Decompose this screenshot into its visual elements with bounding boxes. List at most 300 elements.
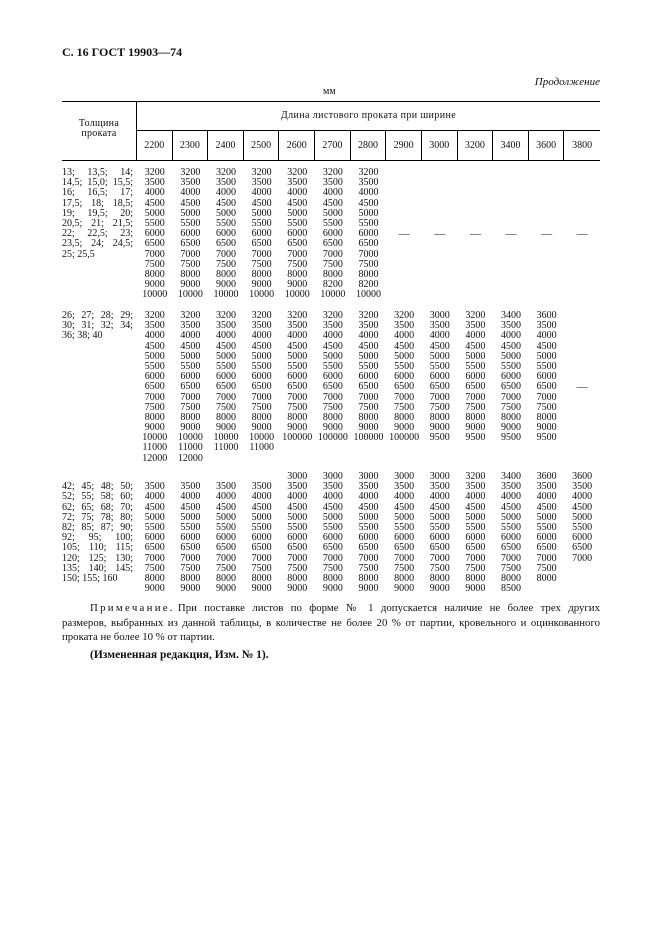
length-value: 4500: [322, 340, 343, 352]
length-column: [208, 168, 244, 300]
length-value: 4500: [216, 340, 237, 352]
length-value: 7000: [180, 391, 201, 403]
length-value: 8000: [358, 572, 379, 584]
length-value: 6000: [180, 532, 201, 544]
length-value: 8000: [216, 572, 237, 584]
length-value: 6000: [251, 371, 272, 383]
length-value: 5000: [287, 207, 308, 219]
length-value: 3200: [180, 167, 201, 178]
thickness-line: 16; 16,5; 17;: [62, 187, 133, 199]
length-column: [422, 168, 458, 300]
length-value: 4000: [180, 330, 201, 342]
length-value: 5500: [394, 521, 415, 533]
length-value: 4500: [251, 197, 272, 209]
length-column: [493, 472, 529, 594]
length-column: [173, 168, 209, 300]
table-header: [62, 101, 600, 161]
length-value: 8000: [358, 411, 379, 423]
length-value: 5000: [429, 350, 450, 362]
length-column: [315, 311, 351, 464]
length-column: [564, 168, 600, 300]
thickness-line: 120; 125; 130;: [62, 552, 133, 564]
length-value: 5500: [500, 360, 521, 372]
length-value: 3500: [358, 481, 379, 493]
length-header: Длина листового проката при ширине: [137, 102, 600, 131]
width-header-cell: 2900: [386, 131, 422, 160]
length-value: 5000: [500, 511, 521, 523]
length-value: 4500: [429, 340, 450, 352]
length-value: 6500: [394, 542, 415, 554]
length-value: 4000: [358, 330, 379, 342]
unit-label: мм: [323, 86, 336, 97]
length-value: 9000: [144, 279, 165, 291]
no-value-dash: —: [434, 228, 446, 241]
length-value: 5500: [144, 521, 165, 533]
length-value: 9500: [500, 432, 521, 444]
length-value: 6000: [572, 532, 593, 544]
length-column: [458, 311, 494, 464]
length-value: 5000: [180, 350, 201, 362]
length-value: 5000: [394, 350, 415, 362]
length-value: 8000: [465, 411, 486, 423]
no-value-dash: —: [469, 228, 481, 241]
length-value: 6500: [144, 381, 165, 393]
length-value: 6000: [322, 228, 343, 240]
width-header-cell: 2400: [208, 131, 244, 160]
length-value: 6500: [251, 238, 272, 250]
length-value: 4000: [144, 187, 165, 199]
length-value: 9000: [144, 422, 165, 434]
length-value: 3500: [429, 481, 450, 493]
length-value: 4000: [358, 187, 379, 199]
length-value: 9000: [180, 583, 201, 595]
length-value: 3200: [216, 167, 237, 178]
length-value: 6500: [287, 381, 308, 393]
length-column: [529, 472, 565, 594]
length-value: 3500: [322, 481, 343, 493]
length-value: 5500: [322, 217, 343, 229]
length-value: 6000: [465, 532, 486, 544]
length-column: [315, 472, 351, 594]
width-header-cell: 3200: [458, 131, 494, 160]
length-value: 4500: [287, 197, 308, 209]
length-value: 4500: [216, 197, 237, 209]
length-value: 3200: [144, 310, 165, 321]
length-value: 5000: [358, 511, 379, 523]
length-value: 9000: [251, 583, 272, 595]
length-value: 3200: [358, 310, 379, 321]
length-value: 3500: [358, 320, 379, 332]
length-value: 4500: [429, 501, 450, 513]
length-value: 5500: [216, 217, 237, 229]
length-column: [493, 311, 529, 464]
length-value: 7000: [358, 248, 379, 260]
length-value: 7000: [500, 391, 521, 403]
length-value: 9500: [536, 432, 557, 444]
length-value: 4000: [500, 491, 521, 503]
length-column: [458, 168, 494, 300]
length-value: 6000: [251, 228, 272, 240]
length-value: 7500: [180, 258, 201, 270]
width-header-cell: 3600: [529, 131, 565, 160]
length-value: 4000: [216, 491, 237, 503]
length-value: 7500: [287, 401, 308, 413]
length-value: 4500: [322, 501, 343, 513]
length-value: 6500: [500, 381, 521, 393]
length-value: 7500: [322, 258, 343, 270]
length-value: 4000: [322, 491, 343, 503]
length-value: 7000: [358, 552, 379, 564]
length-value: 5000: [429, 511, 450, 523]
thickness-line: 135; 140; 145;: [62, 562, 133, 574]
length-value: 7500: [180, 401, 201, 413]
length-value: 8000: [322, 411, 343, 423]
length-value: 5500: [216, 521, 237, 533]
length-value: 8000: [429, 411, 450, 423]
length-value: 6000: [536, 371, 557, 383]
length-column: [208, 311, 244, 464]
length-value: 5000: [322, 511, 343, 523]
length-value: 4500: [394, 501, 415, 513]
length-value: 4500: [287, 340, 308, 352]
length-value: 4500: [216, 501, 237, 513]
length-value: 6000: [144, 532, 165, 544]
length-value: 7500: [144, 258, 165, 270]
length-value: 7000: [358, 391, 379, 403]
length-value: 5000: [216, 207, 237, 219]
length-value: 7500: [322, 562, 343, 574]
length-value: 7000: [216, 552, 237, 564]
length-value: 7500: [536, 401, 557, 413]
width-header-cell: 2300: [173, 131, 209, 160]
length-value: 7500: [216, 562, 237, 574]
length-value: 7500: [216, 401, 237, 413]
length-value: 4000: [429, 330, 450, 342]
width-header-cell: 2600: [279, 131, 315, 160]
length-value: 6000: [251, 532, 272, 544]
length-value: 3200: [465, 310, 486, 321]
thickness-line: 13; 13,5; 14;: [62, 167, 133, 178]
length-value: 5500: [429, 521, 450, 533]
length-value: 8000: [465, 572, 486, 584]
length-value: 5000: [358, 350, 379, 362]
length-value: 8000: [251, 572, 272, 584]
length-column: [244, 168, 280, 300]
length-value: 8000: [180, 411, 201, 423]
note-line: размеров, выбранных из данной таблицы, в количестве не более 20 % от партии, кровельного и оцинкованного: [62, 616, 600, 629]
length-column: [137, 168, 173, 300]
length-value: 3200: [144, 167, 165, 178]
length-value: 6000: [500, 532, 521, 544]
length-value: 5000: [465, 350, 486, 362]
length-value: 5500: [287, 217, 308, 229]
length-value: 6000: [287, 228, 308, 240]
length-value: 10000: [142, 432, 168, 444]
length-value: 4500: [358, 197, 379, 209]
length-value: 3500: [322, 177, 343, 189]
length-value: 7000: [429, 552, 450, 564]
length-column: [208, 472, 244, 594]
length-value: 8000: [322, 572, 343, 584]
length-value: 5500: [322, 521, 343, 533]
length-value: 7000: [287, 248, 308, 260]
length-value: 10000: [177, 289, 203, 301]
length-value: 4000: [144, 491, 165, 503]
length-value: 3500: [144, 177, 165, 189]
length-value: 6500: [322, 238, 343, 250]
length-value: 9000: [536, 422, 557, 434]
length-value: 12000: [177, 452, 203, 464]
length-value: 3000: [358, 471, 379, 482]
length-value: 8000: [536, 572, 557, 584]
length-value: 7000: [180, 552, 201, 564]
length-value: 7500: [251, 562, 272, 574]
continuation-label: Продолжение: [534, 76, 600, 88]
length-value: 6500: [216, 238, 237, 250]
length-value: 10000: [249, 432, 275, 444]
length-value: 4000: [216, 330, 237, 342]
length-value: 8000: [394, 572, 415, 584]
length-value: 9000: [500, 422, 521, 434]
length-value: 4000: [251, 491, 272, 503]
length-value: 3500: [287, 481, 308, 493]
length-value: 3500: [287, 320, 308, 332]
length-value: 4000: [572, 491, 593, 503]
length-value: 10000: [177, 432, 203, 444]
length-value: 3200: [216, 310, 237, 321]
length-value: 4000: [394, 330, 415, 342]
length-value: 6000: [394, 371, 415, 383]
length-column: [386, 472, 422, 594]
length-value: 5500: [144, 217, 165, 229]
length-value: 3500: [500, 481, 521, 493]
length-value: 100000: [353, 432, 384, 444]
length-value: 3600: [536, 310, 557, 321]
length-value: 6000: [180, 228, 201, 240]
length-value: 3000: [394, 471, 415, 482]
length-value: 6500: [251, 381, 272, 393]
length-value: 9000: [180, 279, 201, 291]
length-value: 5000: [251, 350, 272, 362]
length-value: 5000: [287, 350, 308, 362]
length-value: 6500: [322, 381, 343, 393]
length-value: 5000: [251, 207, 272, 219]
length-value: 3500: [251, 320, 272, 332]
length-value: 7500: [144, 401, 165, 413]
length-value: 9000: [394, 583, 415, 595]
length-value: 9000: [251, 422, 272, 434]
length-value: 6500: [180, 381, 201, 393]
length-value: 4500: [251, 340, 272, 352]
length-value: 3200: [251, 310, 272, 321]
length-value: 3500: [180, 481, 201, 493]
length-value: 4500: [180, 501, 201, 513]
length-value: 3500: [465, 320, 486, 332]
length-value: 7500: [358, 562, 379, 574]
length-value: 4000: [180, 187, 201, 199]
length-value: 5000: [536, 350, 557, 362]
length-value: 6000: [465, 371, 486, 383]
length-value: 7500: [287, 562, 308, 574]
length-value: 6000: [287, 371, 308, 383]
length-value: 3500: [536, 320, 557, 332]
length-value: 8000: [287, 572, 308, 584]
width-header-cell: 2700: [315, 131, 351, 160]
length-value: 3500: [500, 320, 521, 332]
length-value: 6500: [500, 542, 521, 554]
thickness-line: 30; 31; 32; 34;: [62, 320, 133, 332]
length-value: 4500: [358, 340, 379, 352]
length-value: 8000: [536, 411, 557, 423]
length-value: 5000: [322, 350, 343, 362]
length-value: 7000: [144, 391, 165, 403]
length-value: 6000: [180, 371, 201, 383]
length-value: 3500: [251, 177, 272, 189]
length-value: 10000: [213, 289, 239, 301]
length-value: 8200: [358, 279, 379, 291]
length-value: 3500: [180, 320, 201, 332]
length-value: 6500: [429, 542, 450, 554]
length-value: 4000: [322, 330, 343, 342]
length-value: 7500: [216, 258, 237, 270]
length-value: 9000: [216, 583, 237, 595]
length-value: 5000: [216, 350, 237, 362]
length-value: 7000: [144, 552, 165, 564]
row-group: [62, 168, 600, 300]
length-value: 7000: [322, 552, 343, 564]
thickness-line: 105; 110; 115;: [62, 542, 133, 554]
no-value-dash: —: [398, 228, 410, 241]
length-value: 6500: [144, 238, 165, 250]
length-value: 8000: [429, 572, 450, 584]
length-value: 10000: [213, 432, 239, 444]
length-value: 5000: [500, 350, 521, 362]
thickness-cell: [62, 311, 137, 464]
length-value: 3000: [287, 471, 308, 482]
length-value: 4000: [536, 491, 557, 503]
length-value: 8000: [144, 268, 165, 280]
length-value: 7000: [322, 391, 343, 403]
length-column: [351, 168, 387, 300]
length-value: 9000: [429, 583, 450, 595]
length-value: 7500: [322, 401, 343, 413]
length-value: 8500: [500, 583, 521, 595]
length-value: 3500: [180, 177, 201, 189]
length-value: 5500: [358, 217, 379, 229]
length-value: 3500: [465, 481, 486, 493]
length-value: 9000: [287, 583, 308, 595]
length-value: 7500: [251, 258, 272, 270]
length-value: 4000: [500, 330, 521, 342]
thickness-cell: [62, 472, 137, 594]
length-value: 7500: [429, 401, 450, 413]
thickness-line: 52; 55; 58; 60;: [62, 491, 133, 503]
length-value: 7000: [536, 391, 557, 403]
length-value: 5000: [180, 207, 201, 219]
length-column: [279, 168, 315, 300]
length-value: 3500: [394, 320, 415, 332]
length-value: 9000: [394, 422, 415, 434]
length-value: 8000: [144, 411, 165, 423]
length-value: 5500: [394, 360, 415, 372]
length-value: 7500: [536, 562, 557, 574]
length-value: 6000: [394, 532, 415, 544]
length-column: [137, 311, 173, 464]
length-value: 5000: [536, 511, 557, 523]
note-text: При поставке листов по форме № 1 допускается наличие не более трех других: [177, 602, 600, 614]
length-value: 5000: [572, 511, 593, 523]
length-column: [137, 472, 173, 594]
thickness-line: 42; 45; 48; 50;: [62, 481, 133, 493]
page-title: С. 16 ГОСТ 19903—74: [62, 45, 183, 59]
length-value: 8000: [180, 572, 201, 584]
length-value: 9500: [465, 432, 486, 444]
length-value: 4500: [144, 340, 165, 352]
thickness-line: 82; 85; 87; 90;: [62, 521, 133, 533]
width-header-cell: 2500: [244, 131, 280, 160]
length-value: 8000: [394, 411, 415, 423]
length-column: [422, 472, 458, 594]
note: [62, 601, 600, 645]
thickness-line: 17,5; 18; 18,5;: [62, 197, 133, 209]
length-value: 5500: [429, 360, 450, 372]
length-value: 5500: [500, 521, 521, 533]
length-value: 5000: [465, 511, 486, 523]
length-column: [422, 311, 458, 464]
length-value: 8000: [251, 411, 272, 423]
length-value: 7000: [251, 391, 272, 403]
length-value: 7500: [358, 401, 379, 413]
length-value: 5500: [572, 521, 593, 533]
thickness-header-line: Толщина: [78, 118, 120, 129]
length-value: 100000: [317, 432, 348, 444]
length-value: 3500: [144, 481, 165, 493]
length-value: 9000: [216, 422, 237, 434]
length-value: 3600: [572, 471, 593, 482]
length-value: 5500: [536, 521, 557, 533]
no-value-dash: —: [505, 228, 517, 241]
length-value: 4000: [251, 187, 272, 199]
length-value: 100000: [282, 432, 313, 444]
length-value: 8000: [500, 411, 521, 423]
length-value: 7000: [572, 552, 593, 564]
length-value: 6000: [429, 371, 450, 383]
no-value-dash: —: [576, 381, 588, 394]
length-value: 6500: [465, 381, 486, 393]
width-header-cell: 3400: [493, 131, 529, 160]
length-value: 5000: [251, 511, 272, 523]
thickness-line: 92; 95; 100;: [62, 532, 133, 544]
length-value: 3200: [394, 310, 415, 321]
width-header-cell: 3800: [572, 140, 593, 151]
length-value: 9000: [144, 583, 165, 595]
length-value: 7500: [465, 562, 486, 574]
length-value: 9000: [358, 422, 379, 434]
thickness-line: 20,5; 21; 21,5;: [62, 217, 133, 229]
length-value: 5500: [251, 360, 272, 372]
length-value: 11000: [178, 442, 203, 454]
length-value: 3500: [216, 177, 237, 189]
length-value: 6000: [358, 371, 379, 383]
length-value: 3500: [144, 320, 165, 332]
length-value: 6000: [144, 228, 165, 240]
amendment-note: (Измененная редакция, Изм. № 1).: [90, 649, 269, 661]
length-value: 4000: [465, 330, 486, 342]
row-group: [62, 311, 600, 464]
length-value: 4000: [251, 330, 272, 342]
length-value: 5500: [180, 360, 201, 372]
width-header-cell: 2800: [351, 131, 387, 160]
